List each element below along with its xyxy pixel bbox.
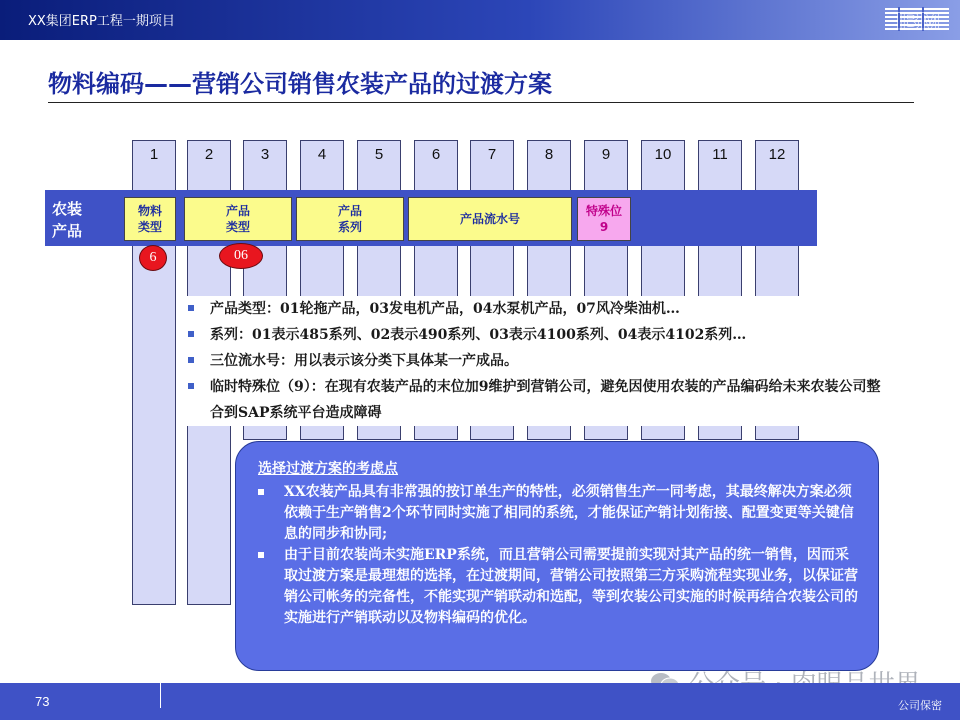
column-number: 9 (601, 146, 611, 163)
segment-label: 特殊位 (585, 204, 622, 218)
row-label-line: 产品 (52, 222, 83, 240)
segment-product-type (184, 197, 292, 241)
column-number: 6 (431, 146, 441, 163)
bullet-text: 临时特殊位（9）：在现有农装产品的末位加9维护到营销公司，避免因使用农装的产品编码给未来农装公司整合到SAP系统平台造成障碍 (210, 379, 881, 421)
column-number: 4 (317, 146, 327, 163)
column-number: 10 (654, 146, 672, 163)
footer-divider (160, 680, 161, 708)
segment-label: 物料 (137, 204, 162, 218)
segment-serial-number (408, 197, 572, 241)
segment-label: 9 (599, 220, 609, 234)
considerations-box (235, 441, 879, 671)
bullet-marker (258, 552, 264, 558)
bullet-marker (258, 489, 264, 495)
bullet-marker (188, 383, 194, 389)
list-item (186, 348, 886, 374)
segment-label: 产品 (225, 204, 250, 218)
segment-label: 系列 (337, 220, 362, 234)
segment-label: 产品 (337, 204, 362, 218)
segment-label: 类型 (137, 220, 162, 234)
bullet-text: 三位流水号：用以表示该分类下具体某一产成品。 (210, 353, 518, 369)
column-number: 3 (260, 146, 270, 163)
segment-special-digit (577, 197, 631, 241)
ibm-logo (885, 5, 951, 35)
list-item (258, 545, 858, 629)
row-label (52, 198, 82, 242)
row-label-line: 农装 (52, 200, 83, 218)
list-item (186, 296, 886, 322)
list-item (258, 482, 858, 545)
column-number: 12 (768, 146, 786, 163)
list-item (186, 374, 886, 426)
material-type-code: 6 (139, 245, 167, 271)
bullet-marker (188, 357, 194, 363)
bullet-text: 系列：01表示485系列、02表示490系列、03表示4100系列、04表示4102系列… (210, 327, 747, 343)
considerations-heading: 选择过渡方案的考虑点 (258, 461, 398, 477)
page-title: 物料编码——营销公司销售农装产品的过渡方案 (48, 70, 552, 98)
bullet-text: 产品类型：01轮拖产品，03发电机产品，04水泵机产品，07风冷柴油机… (210, 301, 680, 317)
consideration-text: XX农装产品具有非常强的按订单生产的特性，必须销售生产一同考虑，其最终解决方案必须依赖于生产销售2个环节同时实施了相同的系统，才能保证产销计划衔接、配置变更等关键信息的同步和协同; (284, 484, 854, 542)
title-divider (48, 102, 914, 103)
segment-label: 产品流水号 (459, 212, 520, 226)
column-number: 2 (204, 146, 214, 163)
list-item (186, 322, 886, 348)
confidential-label: 公司保密 (898, 699, 942, 712)
bullet-marker (188, 305, 194, 311)
code-explanations (186, 296, 886, 426)
product-type-code: 06 (219, 243, 263, 269)
segment-material-type (124, 197, 176, 241)
column-number: 5 (374, 146, 384, 163)
column-number: 11 (712, 146, 728, 163)
column-number: 1 (149, 146, 159, 163)
header-bar (0, 0, 960, 40)
bullet-marker (188, 331, 194, 337)
svg-text:IBM: IBM (896, 8, 940, 35)
project-title: XX集团ERP工程一期项目 (28, 14, 175, 29)
column-number: 7 (487, 146, 497, 163)
page-number: 73 (35, 694, 50, 709)
column-number: 8 (544, 146, 554, 163)
segment-product-series (296, 197, 404, 241)
segment-label: 类型 (225, 220, 250, 234)
footer-bar (0, 683, 960, 720)
consideration-text: 由于目前农装尚未实施ERP系统，而且营销公司需要提前实现对其产品的统一销售，因而采取过渡方案是最理想的选择，在过渡期间，营销公司按照第三方采购流程实现业务，以保证营销公司帐务的完备性，不能实现产销联动和选配，等到农装公司实施的时候再结合农装公司的实施进行产销联动以及物料编码的优化。 (284, 547, 858, 626)
